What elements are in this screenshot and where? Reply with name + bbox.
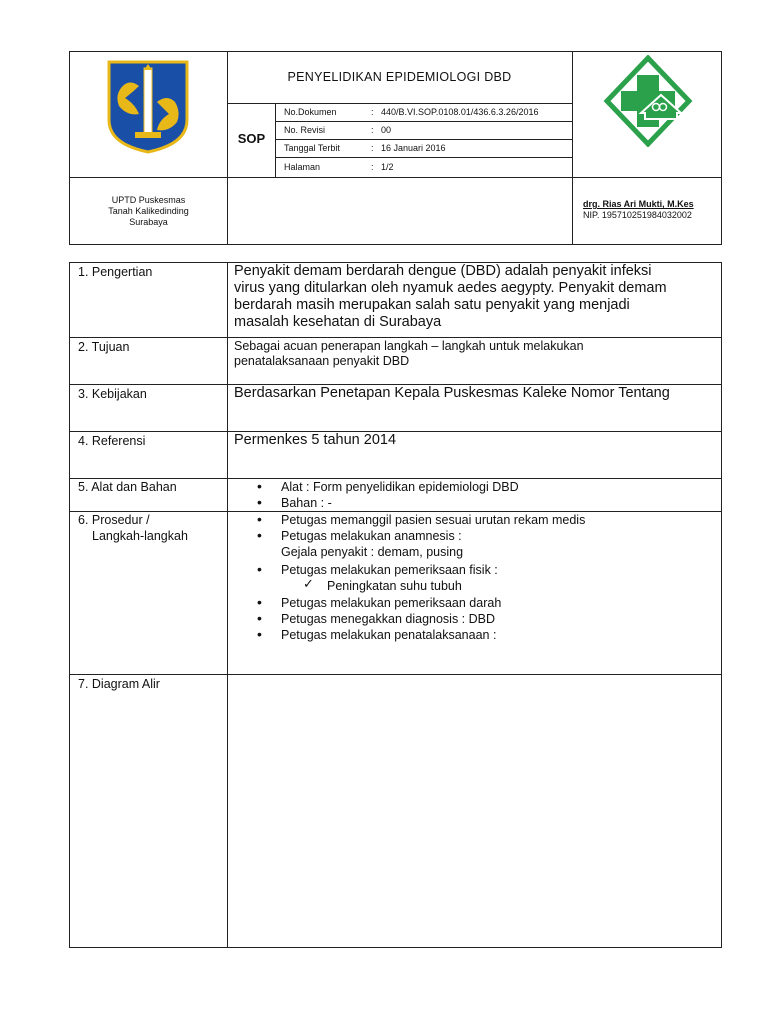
list-item: Petugas melakukan pemeriksaan darah: [281, 596, 502, 610]
meta-sep: :: [371, 125, 374, 135]
meta-label-halaman: Halaman: [284, 162, 321, 172]
list-item-continuation: Gejala penyakit : demam, pusing: [281, 545, 464, 559]
document-title: PENYELIDIKAN EPIDEMIOLOGI DBD: [287, 70, 512, 84]
meta-label-no-revisi: No. Revisi: [284, 125, 326, 135]
sop-label: SOP: [237, 131, 266, 146]
section-label-prosedur-2: Langkah-langkah: [92, 529, 188, 543]
signer-name: drg. Rias Ari Mukti, M.Kes: [583, 199, 694, 209]
bullet-icon: •: [257, 527, 262, 543]
signer-nip: NIP. 195710251984032002: [583, 210, 692, 220]
diagram-area: [228, 675, 721, 947]
list-item: Petugas melakukan penatalaksanaan :: [281, 628, 497, 642]
list-item: Petugas menegakkan diagnosis : DBD: [281, 612, 496, 626]
list-item: Petugas memanggil pasien sesuai urutan rekam medis: [281, 513, 586, 527]
section-label-pengertian: 1. Pengertian: [78, 265, 153, 279]
meta-sep: :: [371, 162, 374, 172]
header-divider-right: [572, 51, 573, 245]
section-label-alat-bahan: 5. Alat dan Bahan: [78, 480, 177, 494]
section-label-referensi: 4. Referensi: [78, 434, 146, 448]
header-divider-mid: [69, 177, 722, 178]
sub-list-item: Peningkatan suhu tubuh: [327, 579, 462, 593]
meta-value-no-revisi: 00: [381, 125, 392, 135]
list-item: Alat : Form penyelidikan epidemiologi DBD: [281, 480, 519, 494]
section-label-diagram-alir: 7. Diagram Alir: [78, 677, 160, 691]
meta-value-no-dokumen: 440/B.VI.SOP.0108.01/436.6.3.26/2016: [381, 107, 539, 117]
meta-sep: :: [371, 143, 374, 153]
referensi-text: Permenkes 5 tahun 2014: [234, 432, 397, 448]
sop-divider: [275, 103, 276, 177]
list-item: Petugas melakukan anamnesis :: [281, 529, 462, 543]
list-item: Petugas melakukan pemeriksaan fisik :: [281, 563, 498, 577]
bullet-icon: •: [257, 478, 262, 494]
meta-value-tanggal-terbit: 16 Januari 2016: [381, 143, 446, 153]
surabaya-emblem-icon: [105, 58, 191, 154]
bullet-icon: •: [257, 511, 262, 527]
meta-sep: :: [371, 107, 374, 117]
bullet-icon: •: [257, 561, 262, 577]
meta-value-halaman: 1/2: [381, 162, 394, 172]
list-item: Bahan : -: [281, 496, 332, 510]
kebijakan-text: Berdasarkan Penetapan Kepala Puskesmas Kaleke Nomor Tentang: [234, 385, 670, 401]
meta-label-no-dokumen: No.Dokumen: [284, 107, 337, 117]
check-icon: ✓: [303, 576, 314, 591]
bullet-icon: •: [257, 610, 262, 626]
bullet-icon: •: [257, 594, 262, 610]
title-underline: [227, 103, 572, 104]
section-label-tujuan: 2. Tujuan: [78, 340, 130, 354]
meta-label-tanggal-terbit: Tanggal Terbit: [284, 143, 340, 153]
section-label-kebijakan: 3. Kebijakan: [78, 387, 147, 401]
bullet-icon: •: [257, 494, 262, 510]
puskesmas-cross-icon: [603, 55, 693, 147]
bullet-icon: •: [257, 626, 262, 642]
section-label-prosedur: 6. Prosedur /: [78, 513, 150, 527]
